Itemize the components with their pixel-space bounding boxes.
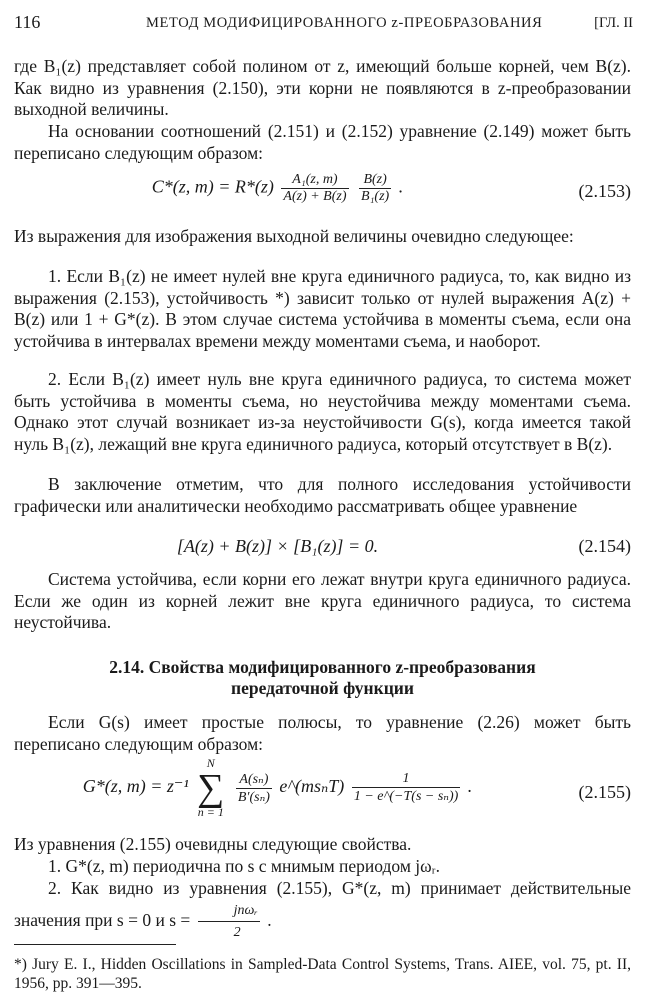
eq153-tail: . — [398, 176, 404, 197]
eq155-summation — [197, 756, 224, 820]
paragraph-11-text: 2. Как видно из уравнения (2.155), G*(z, m) принимает действительные значения при s = 0 и s = — [14, 878, 631, 930]
eq153-number: (2.153) — [578, 181, 631, 201]
eq153-f1-numerator: A₁(z, m) — [281, 172, 348, 189]
running-title: МЕТОД МОДИФИЦИРОВАННОГО z-ПРЕОБРАЗОВАНИЯ — [146, 15, 543, 31]
eq155-sum-upper: N — [206, 756, 215, 770]
page-number: 116 — [14, 12, 41, 32]
inline-fraction-denominator: 2 — [233, 925, 241, 940]
eq155-f1-denominator: B′(sₙ) — [237, 789, 270, 805]
running-header — [14, 10, 633, 36]
paragraph-8: Если G(s) имеет простые полюсы, то уравнение (2.26) может быть переписано следующим образом: — [14, 712, 631, 754]
paragraph-6: В заключение отметим, что для полного исследования устойчивости графически или аналитически необходимо рассматривать общее уравнение — [14, 474, 631, 516]
equation-2-153 — [14, 172, 631, 216]
eq155-f1-numerator: A(sₙ) — [236, 771, 272, 789]
paragraph-7: Система устойчива, если корни его лежат внутри круга единичного радиуса. Если же один из корней лежит вне круга единичного радиуса, то система неустойчива. — [14, 569, 631, 632]
eq155-sum-symbol: ∑ — [197, 767, 225, 809]
eq153-f2-numerator: B(z) — [359, 172, 391, 189]
paragraph-2: На основании соотношений (2.151) и (2.152) уравнение (2.149) может быть переписано следующим образом: — [14, 121, 631, 163]
paragraph-4: 1. Если B₁(z) не имеет нулей вне круга единичного радиуса, то, как видно из выражения (2.153), устойчивость *) зависит только от нулей выражения A(z) + B(z) или 1 + G*(z). В этом случае система устойчива в моменты съема, если она устойчива в интервалах времени между моментами съема, и наоборот. — [14, 266, 631, 351]
eq155-number: (2.155) — [578, 782, 631, 802]
footnote: *) Jury E. I., Hidden Oscillations in Sampled-Data Control Systems, Trans. AIEE, vol. 75, pt. II, 1956, pp. 391—395. — [14, 956, 631, 992]
eq154-number: (2.154) — [578, 536, 631, 556]
inline-fraction-numerator: jnωᵣ — [198, 900, 260, 923]
eq155-sum-lower: n = 1 — [197, 805, 224, 819]
section-title-line-2: передаточной функции — [231, 678, 414, 698]
eq153-f1-denominator: A(z) + B(z) — [283, 189, 347, 204]
eq154-body: [A(z) + B(z)] × [B₁(z)] = 0. — [176, 536, 379, 556]
eq153-lhs: C*(z, m) = R*(z) — [151, 176, 274, 197]
eq155-tail: . — [467, 776, 473, 797]
equation-2-155 — [14, 756, 631, 826]
inline-fraction-tail: . — [267, 909, 272, 930]
section-title-line-1: 2.14. Свойства модифицированного z-преобразования — [109, 657, 536, 677]
chapter-marker: [ГЛ. II — [594, 15, 633, 31]
footnote-rule — [14, 944, 176, 945]
eq155-fraction-1 — [236, 771, 272, 806]
paragraph-5: 2. Если B₁(z) имеет нуль вне круга единичного радиуса, то система может быть устойчива в моменты съема, но неустойчива между моментами съема. Однако этот случай возникает из-за неустойчивости G(s), когда имеется такой нуль B₁(z), лежащий вне круга единичного радиуса, который отсутствует в B(z). — [14, 369, 631, 454]
eq153-f2-denominator: B₁(z) — [361, 189, 390, 204]
paragraph-10: 1. G*(z, m) периодична по s с мнимым периодом jωᵣ. — [48, 856, 441, 876]
eq153-fraction-2 — [359, 172, 391, 205]
equation-2-154 — [14, 536, 631, 560]
eq155-lhs: G*(z, m) = z⁻¹ — [82, 776, 189, 797]
eq153-fraction-1 — [281, 172, 348, 205]
eq155-exponential: e^(msₙT) — [279, 776, 345, 797]
paragraph-9: Из уравнения (2.155) очевидны следующие свойства. — [14, 834, 412, 854]
eq155-f2-denominator: 1 − e^(−T(s − sₙ)) — [353, 789, 459, 804]
paragraph-11 — [14, 878, 631, 944]
paragraph-3: Из выражения для изображения выходной величины очевидно следующее: — [14, 226, 574, 246]
eq155-fraction-2 — [352, 771, 460, 805]
inline-fraction — [198, 900, 260, 944]
eq155-f2-numerator: 1 — [352, 771, 460, 788]
paragraph-1: где B₁(z) представляет собой полином от z, имеющий больше корней, чем B(z). Как видно из уравнения (2.150), эти корни не появляются в z-преобразовании выходной величины. — [14, 56, 631, 119]
